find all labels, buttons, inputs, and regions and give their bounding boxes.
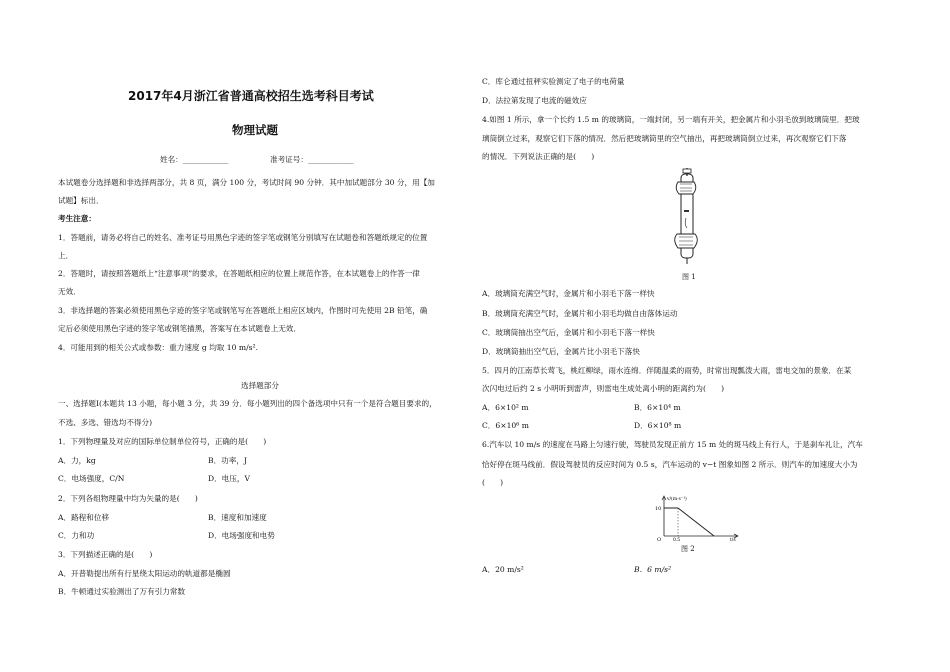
q2-option-d: D．电场强度和电势: [208, 531, 275, 540]
q3-stem: 3．下列描述正确的是( ): [58, 550, 153, 559]
q1-stem: 1．下列物理量及对应的国际单位制单位符号，正确的是( ): [58, 437, 267, 446]
q5-option-d: D．6×10⁸ m: [634, 421, 682, 430]
q6-line-3: ( ): [482, 478, 504, 487]
notice-3a: 3．非选择题的答案必须使用黑色字迹的签字笔或钢笔写在答题纸上相应区域内，作图时可先使用 2B 铅笔，确: [58, 306, 428, 315]
q1-option-c: C．电场强度，C/N: [58, 474, 125, 483]
q5-line-1: 5．四月的江南草长莺飞，桃红柳绿，雨水连绵．伴随温柔的雨势，时常出现瓢泼大雨，雷电交加的景象．在某: [482, 366, 852, 375]
q6-line-2: 恰好停在斑马线前．假设驾驶员的反应时间为 0.5 s，汽车运动的 v−t 图象如图 2 所示．则汽车的加速度大小为: [482, 460, 858, 469]
id-blank: ____________: [307, 155, 354, 164]
q3-option-c: C．库仑通过扭秤实验测定了电子的电荷量: [482, 77, 625, 86]
notice-1a: 1．答题前，请务必将自己的姓名、准考证号用黑色字迹的签字笔或钢笔分别填写在试题卷和答题纸规定的位置: [58, 233, 428, 242]
graph-x-label: t/s: [730, 538, 736, 542]
name-label: 姓名：: [160, 155, 183, 164]
q6-option-b: B．6 m/s²: [634, 565, 672, 574]
q6-line-1: 6.汽车以 10 m/s 的速度在马路上匀速行驶，驾驶员发现正前方 15 m 处的斑马线上有行人，于是刹车礼让，汽车: [482, 440, 863, 449]
q4-option-b: B．玻璃筒充满空气时，金属片和小羽毛均做自由落体运动: [482, 309, 678, 318]
notice-4: 4．可能用到的相关公式或参数：重力速度 g 均取 10 m/s².: [58, 343, 258, 352]
q1-option-a: A．力，kg: [58, 456, 96, 465]
notice-2a: 2．答题时，请按照答题纸上“注意事项”的要求，在答题纸相应的位置上规范作答，在本试题卷上的作答一律: [58, 269, 420, 278]
figure-1-glass-tube: [668, 168, 708, 266]
q5-line-2: 次闪电过后约 2 s 小明听到雷声，则雷电生成处离小明的距离约为( ): [482, 384, 725, 393]
exam-subtitle: 物理试题: [232, 123, 278, 137]
q3-option-a: A．开普勒提出所有行星绕太阳运动的轨道都是椭圆: [58, 569, 231, 578]
q2-option-b: B．速度和加速度: [208, 513, 267, 522]
section-title: 选择题部分: [241, 381, 279, 390]
q4-option-d: D．玻璃筒抽出空气后，金属片比小羽毛下落快: [482, 347, 640, 356]
graph-origin: O: [657, 537, 662, 542]
q4-line-1: 4.如图 1 所示，拿一个长约 1.5 m 的玻璃筒，一端封闭，另一端有开关，把金属片和小羽毛放到玻璃筒里．把玻: [482, 115, 860, 124]
q1-option-d: D．电压，V: [208, 474, 250, 483]
graph-y-tick-10: 10: [655, 506, 662, 512]
q3-option-b: B．牛顿通过实验测出了万有引力常数: [58, 587, 186, 596]
intro-line-2: 试题】标出．: [58, 196, 104, 205]
q4-option-a: A．玻璃筒充满空气时，金属片和小羽毛下落一样快: [482, 289, 655, 298]
figure-1-caption: 图 1: [682, 273, 696, 281]
name-blank: ____________: [182, 155, 229, 164]
q4-line-2: 璃筒倒立过来，观察它们下落的情况．然后把玻璃筒里的空气抽出，再把玻璃筒倒立过来，再次观察它们下落: [482, 134, 847, 143]
q2-stem: 2．下列各组物理量中均为矢量的是( ): [58, 494, 198, 503]
graph-y-label: v/(m·s⁻¹): [667, 497, 687, 502]
q3-option-d: D．法拉第发现了电流的磁效应: [482, 96, 587, 105]
q2-option-a: A．路程和位移: [58, 513, 110, 522]
intro-line-1: 本试题卷分选择题和非选择两部分，共 8 页，满分 100 分，考试时间 90 分钟．其中加试题部分 30 分，用【加: [58, 178, 435, 187]
q5-option-b: B．6×10⁴ m: [634, 403, 681, 412]
exam-title: 2017年4月浙江省普通高校招生选考科目考试: [128, 89, 374, 103]
notice-3b: 定后必须使用黑色字迹的签字笔或钢笔描黑，答案写在本试题卷上无效．: [58, 324, 301, 333]
q2-option-c: C．力和功: [58, 531, 95, 540]
figure-2-vt-graph: [652, 494, 742, 542]
section-head-1: 一、选择题Ⅰ(本题共 13 小题，每小题 3 分，共 39 分．每小题列出的四个备选项中只有一个是符合题目要求的，: [58, 399, 437, 408]
q4-line-3: 的情况．下列说法正确的是( ): [482, 152, 595, 161]
notice-title: 考生注意：: [58, 214, 96, 223]
figure-2-caption: 图 2: [681, 545, 695, 553]
section-head-2: 不选、多选、错选均不得分): [58, 418, 153, 427]
q1-option-b: B．功率，J: [208, 456, 247, 465]
id-label: 准考证号：: [270, 155, 308, 164]
graph-x-tick-0.5: 0.5: [673, 538, 681, 542]
q6-option-a: A．20 m/s²: [482, 565, 524, 574]
q5-option-a: A．6×10² m: [482, 403, 529, 412]
notice-2b: 无效．: [58, 287, 81, 296]
q4-option-c: C．玻璃筒抽出空气后，金属片和小羽毛下落一样快: [482, 328, 655, 337]
notice-1b: 上．: [58, 251, 74, 260]
q5-option-c: C．6×10⁶ m: [482, 421, 529, 430]
